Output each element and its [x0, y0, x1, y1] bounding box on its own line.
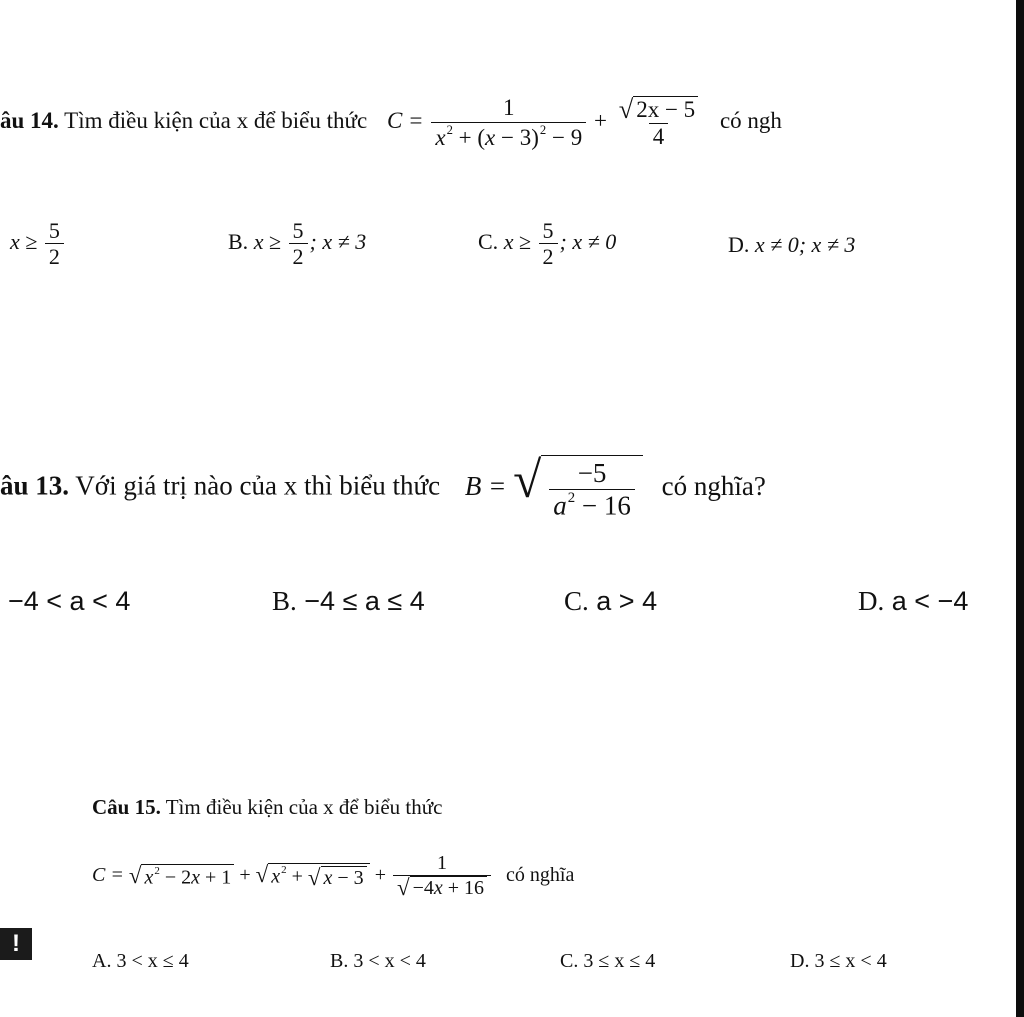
question-13-prompt: Với giá trị nào của x thì biểu thức	[75, 470, 441, 501]
q13-option-b: B. −4 ≤ a ≤ 4	[272, 586, 425, 616]
sqrt-fraction: √ $\frac{-5}{a^2 - 16}$	[513, 455, 643, 522]
fraction-term-3: 1 √ −4x + 16	[393, 852, 491, 900]
fraction-1-denominator: $x^2 + (x - 3)^2 - 9$	[431, 122, 586, 151]
question-13-tail: có nghĩa?	[661, 470, 766, 501]
fraction-1-numerator: 1	[503, 95, 515, 121]
q13-option-d: D. a < −4	[858, 586, 969, 616]
sqrt-term-1: √ $x^2 - 2x + 1$	[129, 864, 234, 889]
sqrt-2x-5: √ 2x − 5	[619, 96, 699, 123]
question-14-prompt: Tìm điều kiện của x để biểu thức	[64, 108, 368, 134]
q13-option-c: C. a > 4	[564, 586, 658, 616]
q15-option-b: B. 3 < x < 4	[330, 950, 426, 972]
warning-icon[interactable]: !	[0, 928, 32, 960]
question-13-label: âu 13.	[0, 470, 70, 501]
fraction-1	[431, 95, 586, 151]
question-15-tail: có nghĩa	[506, 863, 575, 886]
question-13	[0, 452, 766, 522]
fraction-2-denominator: 4	[649, 123, 669, 150]
question-14-tail: có ngh	[719, 108, 782, 134]
question-14	[0, 95, 782, 151]
q14-option-c: C. x ≥ $\frac{5}{2}$ ; x ≠ 0	[478, 218, 617, 270]
q13-option-a: −4 < a < 4	[8, 586, 131, 616]
expression-b: B = √ $\frac{-5}{a^2 - 16}$	[465, 471, 650, 501]
question-15	[92, 795, 442, 820]
q15-option-d: D. 3 ≤ x < 4	[790, 950, 887, 972]
expression-c: C = $\frac{1}{x^2 + (x - 3)^2 - 9}$ + √ 2x − 5 4	[387, 108, 710, 133]
fraction-2	[615, 95, 703, 151]
question-15-label: Câu 15.	[92, 795, 161, 819]
question-14-label: âu 14.	[0, 108, 59, 134]
question-15-prompt: Tìm điều kiện của x để biểu thức	[165, 795, 443, 819]
q14-option-a: x ≥ $\frac{5}{2}$	[10, 218, 66, 270]
question-15-expression: C = √ $x^2 - 2x + 1$ + √ $x^2$ + √ x − 3 + 1 √ −4x + 16 có nghĩa	[92, 852, 575, 901]
q15-option-c: C. 3 ≤ x ≤ 4	[560, 950, 656, 972]
expr-var: C =	[386, 108, 424, 134]
q15-option-a: A. 3 < x ≤ 4	[92, 950, 189, 972]
q14-option-d: D. x ≠ 0; x ≠ 3	[728, 232, 856, 257]
q14-option-b: B. x ≥ $\frac{5}{2}$ ; x ≠ 3	[228, 218, 367, 270]
right-edge-bar	[1016, 0, 1024, 1017]
sqrt-term-2: √ $x^2$ + √ x − 3	[256, 863, 370, 890]
